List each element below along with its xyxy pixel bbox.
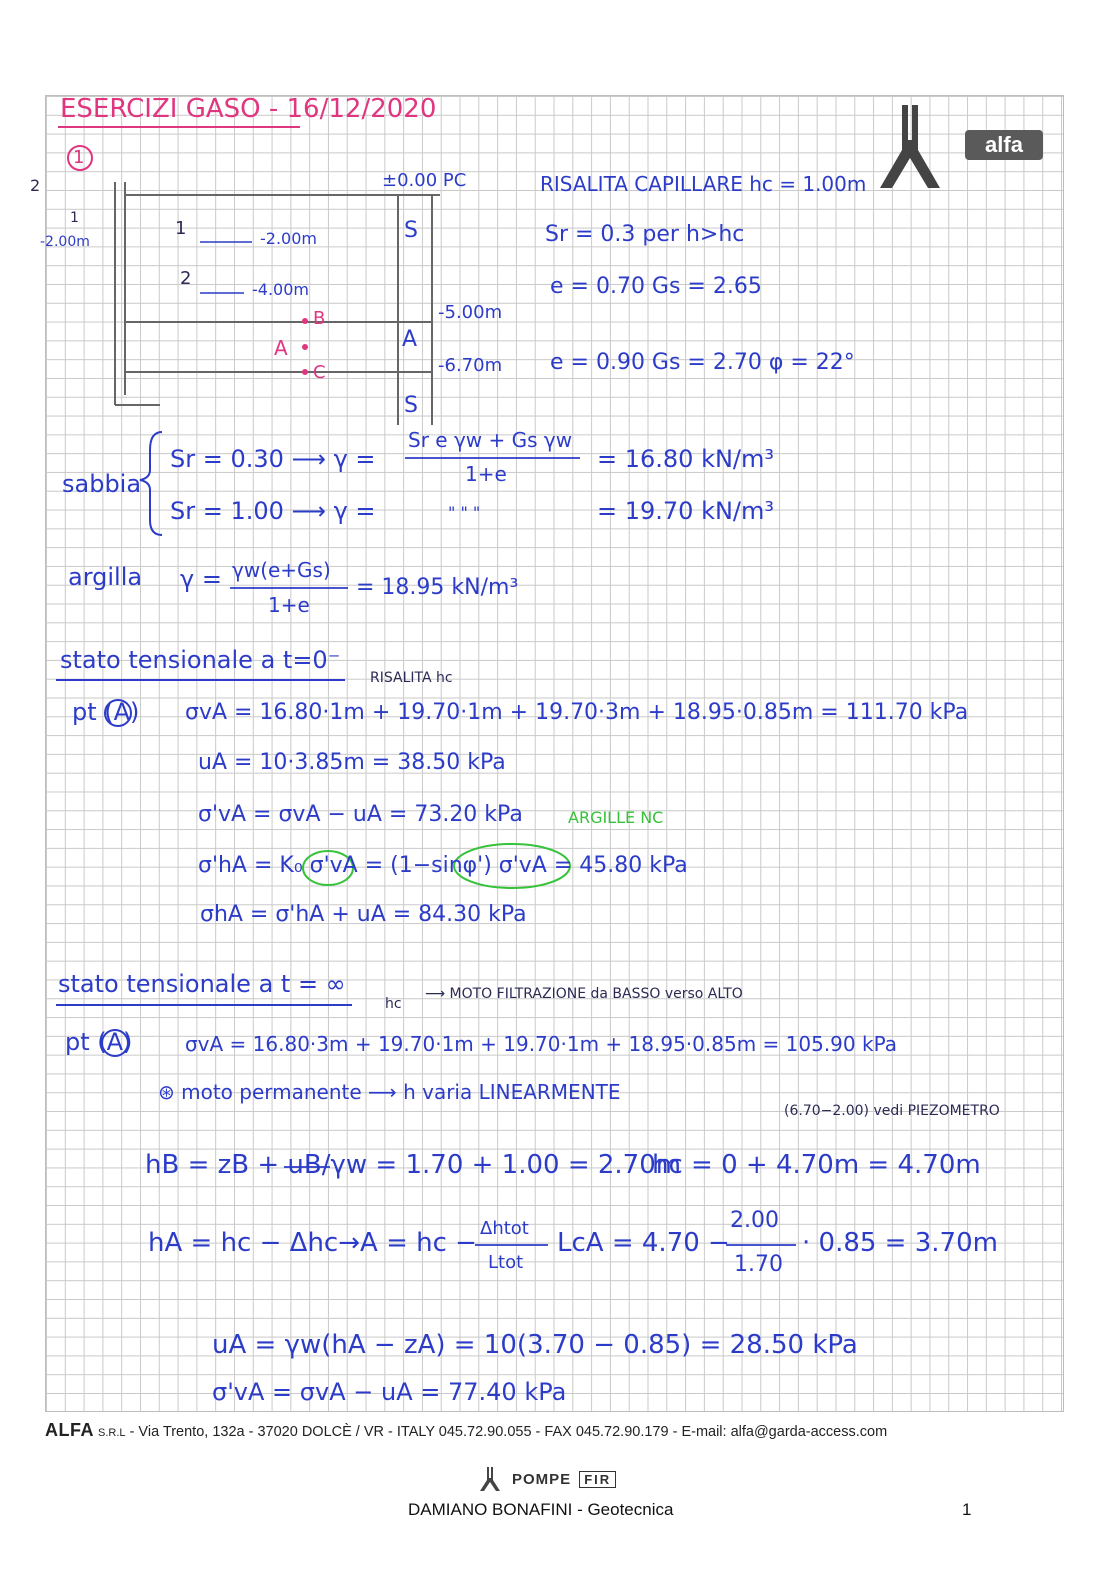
sand-formula-numerator: Sr e γw + Gs γw bbox=[408, 428, 573, 452]
head-a-lhs: hA = hc − Δhc→A = hc − bbox=[148, 1228, 477, 1258]
inf-sigma-va-eff: σ'vA = σvA − uA = 77.40 kPa bbox=[212, 1378, 567, 1406]
t0-pore-pressure: uA = 10·3.85m = 38.50 kPa bbox=[198, 750, 506, 775]
t0-sigma-ha: σhA = σ'hA + uA = 84.30 kPa bbox=[200, 902, 527, 927]
point-c-marker bbox=[302, 369, 308, 375]
exercise-number: 1 bbox=[73, 147, 85, 168]
steady-flow-note: ⊛ moto permanente ⟶ h varia LINEARMENTE bbox=[158, 1080, 621, 1104]
point-a-label: A bbox=[274, 336, 288, 360]
company-contacts: - Via Trento, 132a - 37020 DOLCÈ / VR - ITALY 045.72.90.055 - FAX 045.72.90.179 - E-mail: alfa@garda-access.com bbox=[125, 1424, 888, 1440]
point-b-label: B bbox=[313, 308, 326, 329]
company-name: ALFA bbox=[45, 1420, 94, 1440]
sand-properties: e = 0.70 Gs = 2.65 bbox=[550, 274, 762, 299]
pompe-logo-icon bbox=[478, 1466, 504, 1492]
clay-formula-numerator: γw(e+Gs) bbox=[232, 558, 331, 582]
head-a-frac2-num: 2.00 bbox=[730, 1208, 779, 1233]
head-c: hc = 0 + 4.70m = 4.70m bbox=[652, 1150, 981, 1180]
hc-note: hc bbox=[385, 996, 402, 1012]
t0-sigma-va: σvA = 16.80·1m + 19.70·1m + 19.70·3m + 18.95·0.85m = 111.70 kPa bbox=[185, 700, 969, 725]
head-a-rhs: · 0.85 = 3.70m bbox=[802, 1228, 998, 1258]
saturation-note: Sr = 0.3 per h>hc bbox=[545, 222, 745, 247]
sand-sr-100: Sr = 1.00 ⟶ γ = bbox=[170, 497, 376, 525]
layer-mid-label: A bbox=[402, 327, 418, 352]
sand-ditto-marks: " " " bbox=[448, 503, 481, 522]
company-suffix: S.R.L bbox=[98, 1427, 126, 1439]
fir-label: FIR bbox=[579, 1471, 616, 1488]
t0-sigma-ha-eff: σ'hA = K₀ σ'vA = (1−sinφ') σ'vA = 45.80 kPa bbox=[198, 853, 688, 878]
alfa-logo bbox=[870, 100, 1050, 200]
piezometer-note: (6.70−2.00) vedi PIEZOMETRO bbox=[784, 1103, 1000, 1119]
depth-left: -2.00m bbox=[40, 234, 90, 250]
water-table-2-depth: -4.00m bbox=[252, 280, 309, 299]
inf-sigma-va: σvA = 16.80·3m + 19.70·1m + 19.70·1m + 18.95·0.85m = 105.90 kPa bbox=[185, 1032, 897, 1056]
t0-sigma-va-eff: σ'vA = σvA − uA = 73.20 kPa bbox=[198, 802, 523, 827]
head-a-mid: LcA = 4.70 − bbox=[557, 1228, 730, 1258]
pompe-label: POMPE bbox=[512, 1470, 572, 1488]
layer-top-label: S bbox=[404, 218, 418, 243]
point-c-label: C bbox=[313, 362, 326, 383]
logo-text: alfa bbox=[985, 132, 1023, 157]
label-case-2: 2 bbox=[30, 176, 41, 195]
sabbia-label: sabbia bbox=[62, 470, 142, 498]
page-number: 1 bbox=[962, 1500, 972, 1519]
clay-formula-denominator: 1+e bbox=[268, 593, 310, 617]
water-table-2-label: 2 bbox=[180, 268, 192, 289]
inf-pore-pressure: uA = γw(hA − zA) = 10(3.70 − 0.85) = 28.50 kPa bbox=[212, 1330, 858, 1360]
state-t0-point: pt (A) bbox=[72, 698, 140, 726]
page-title: ESERCIZI GASO - 16/12/2020 bbox=[60, 94, 437, 124]
head-a-frac-den: Ltot bbox=[488, 1252, 524, 1273]
sand-gamma-sat: = 19.70 kN/m³ bbox=[597, 497, 775, 525]
depth-clay-sand: -6.70m bbox=[438, 355, 503, 376]
flow-note: ⟶ MOTO FILTRAZIONE da BASSO verso ALTO bbox=[425, 986, 743, 1002]
clay-gamma-value: = 18.95 kN/m³ bbox=[356, 575, 519, 600]
pompe-fir-logo bbox=[478, 1462, 616, 1496]
sand-formula-denominator: 1+e bbox=[465, 462, 507, 486]
point-a-marker bbox=[302, 344, 308, 350]
head-a-frac2-den: 1.70 bbox=[734, 1252, 783, 1277]
depth-sand-clay: -5.00m bbox=[438, 302, 503, 323]
head-b: hB = zB + uB/γw = 1.70 + 1.00 = 2.70m bbox=[145, 1150, 682, 1180]
capillary-rise: RISALITA CAPILLARE hc = 1.00m bbox=[540, 172, 867, 196]
author-footer: DAMIANO BONAFINI - Geotecnica bbox=[408, 1500, 674, 1519]
state-inf-point: pt (A) bbox=[65, 1028, 133, 1056]
sand-gamma-dry: = 16.80 kN/m³ bbox=[597, 445, 775, 473]
layer-bottom-label: S bbox=[404, 393, 418, 418]
ground-surface-label: ±0.00 PC bbox=[382, 170, 467, 191]
head-a-frac-num: Δhtot bbox=[480, 1218, 529, 1239]
state-t0-heading: stato tensionale a t=0⁻ bbox=[60, 646, 341, 674]
argilla-label: argilla bbox=[68, 563, 143, 591]
point-b-marker bbox=[302, 318, 308, 324]
clay-properties: e = 0.90 Gs = 2.70 φ = 22° bbox=[550, 350, 855, 375]
company-address bbox=[45, 1420, 887, 1441]
clay-gamma-symbol: γ = bbox=[180, 565, 222, 593]
capillary-note: RISALITA hc bbox=[370, 670, 453, 686]
water-table-1-depth: -2.00m bbox=[260, 229, 317, 248]
water-table-1-label: 1 bbox=[175, 218, 187, 239]
state-inf-heading: stato tensionale a t = ∞ bbox=[58, 970, 346, 998]
sand-sr-030: Sr = 0.30 ⟶ γ = bbox=[170, 445, 376, 473]
argille-nc-note: ARGILLE NC bbox=[568, 808, 664, 827]
label-case-1: 1 bbox=[70, 210, 79, 226]
